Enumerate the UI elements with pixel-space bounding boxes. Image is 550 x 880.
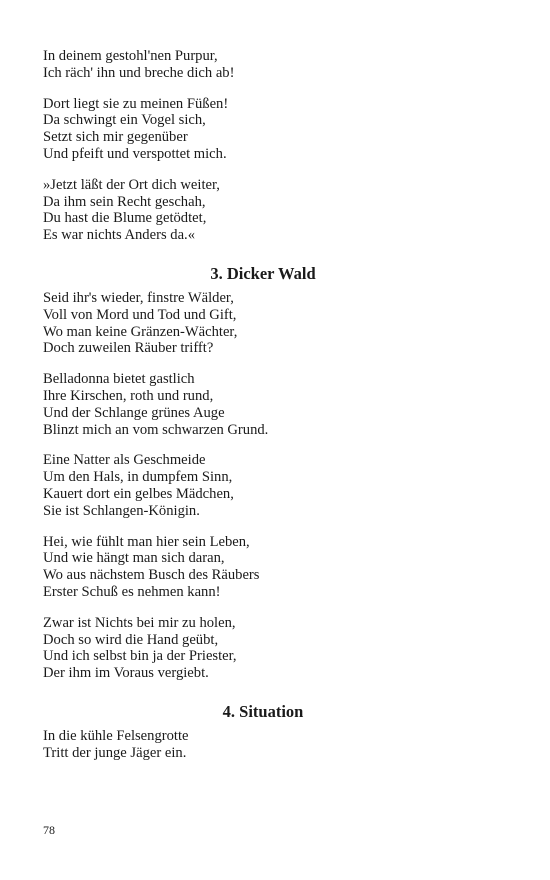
stanza [43, 290, 483, 357]
verse-line: Und ich selbst bin ja der Priester, [43, 648, 237, 665]
verse-line: Und der Schlange grünes Auge [43, 404, 225, 421]
stanza [43, 728, 483, 762]
verse-line: Dort liegt sie zu meinen Füßen! [43, 95, 229, 112]
verse-line: Du hast die Blume getödtet, [43, 210, 207, 227]
verse-line: Und pfeift und verspottet mich. [43, 145, 227, 162]
verse-line: Belladonna bietet gastlich [43, 371, 195, 388]
verse-line: Blinzt mich an vom schwarzen Grund. [43, 421, 269, 438]
verse-line: Da ihm sein Recht geschah, [43, 193, 206, 210]
stanza [43, 96, 483, 163]
stanza [43, 177, 483, 244]
stanza [43, 534, 483, 601]
stanza [43, 371, 483, 438]
section-heading: 3. Dicker Wald [210, 263, 316, 283]
verse-line: In die kühle Felsengrotte [43, 727, 189, 744]
verse-line: Doch so wird die Hand geübt, [43, 631, 219, 648]
section-heading: 4. Situation [222, 701, 304, 721]
stanza [43, 48, 483, 82]
verse-line: Wo aus nächstem Busch des Räubers [43, 567, 260, 584]
verse-line: Kauert dort ein gelbes Mädchen, [43, 485, 234, 502]
verse-line: Setzt sich mir gegenüber [43, 129, 188, 146]
verse-line: »Jetzt läßt der Ort dich weiter, [43, 176, 220, 193]
verse-line: Hei, wie fühlt man hier sein Leben, [43, 533, 250, 550]
verse-line: Tritt der junge Jäger ein. [43, 744, 187, 761]
stanza [43, 452, 483, 519]
verse-line: Der ihm im Voraus vergiebt. [43, 665, 209, 682]
verse-line: Seid ihr's wieder, finstre Wälder, [43, 289, 234, 306]
poem-text [43, 48, 483, 776]
verse-line: Voll von Mord und Tod und Gift, [43, 306, 237, 323]
verse-line: Erster Schuß es nehmen kann! [43, 583, 221, 600]
verse-line: Ihre Kirschen, roth und rund, [43, 387, 214, 404]
page-number: 78 [43, 823, 55, 837]
verse-line: Es war nichts Anders da.« [43, 227, 195, 244]
verse-line: Sie ist Schlangen-Königin. [43, 502, 200, 519]
verse-line: Doch zuweilen Räuber trifft? [43, 340, 214, 357]
verse-line: Da schwingt ein Vogel sich, [43, 112, 206, 129]
verse-line: Eine Natter als Geschmeide [43, 452, 206, 469]
verse-line: Zwar ist Nichts bei mir zu holen, [43, 614, 236, 631]
verse-line: Und wie hängt man sich daran, [43, 550, 225, 567]
verse-line: Um den Hals, in dumpfem Sinn, [43, 469, 233, 486]
stanza [43, 615, 483, 682]
verse-line: Wo man keine Gränzen-Wächter, [43, 323, 238, 340]
verse-line: In deinem gestohl'nen Purpur, [43, 48, 218, 64]
verse-line: Ich räch' ihn und breche dich ab! [43, 64, 235, 81]
